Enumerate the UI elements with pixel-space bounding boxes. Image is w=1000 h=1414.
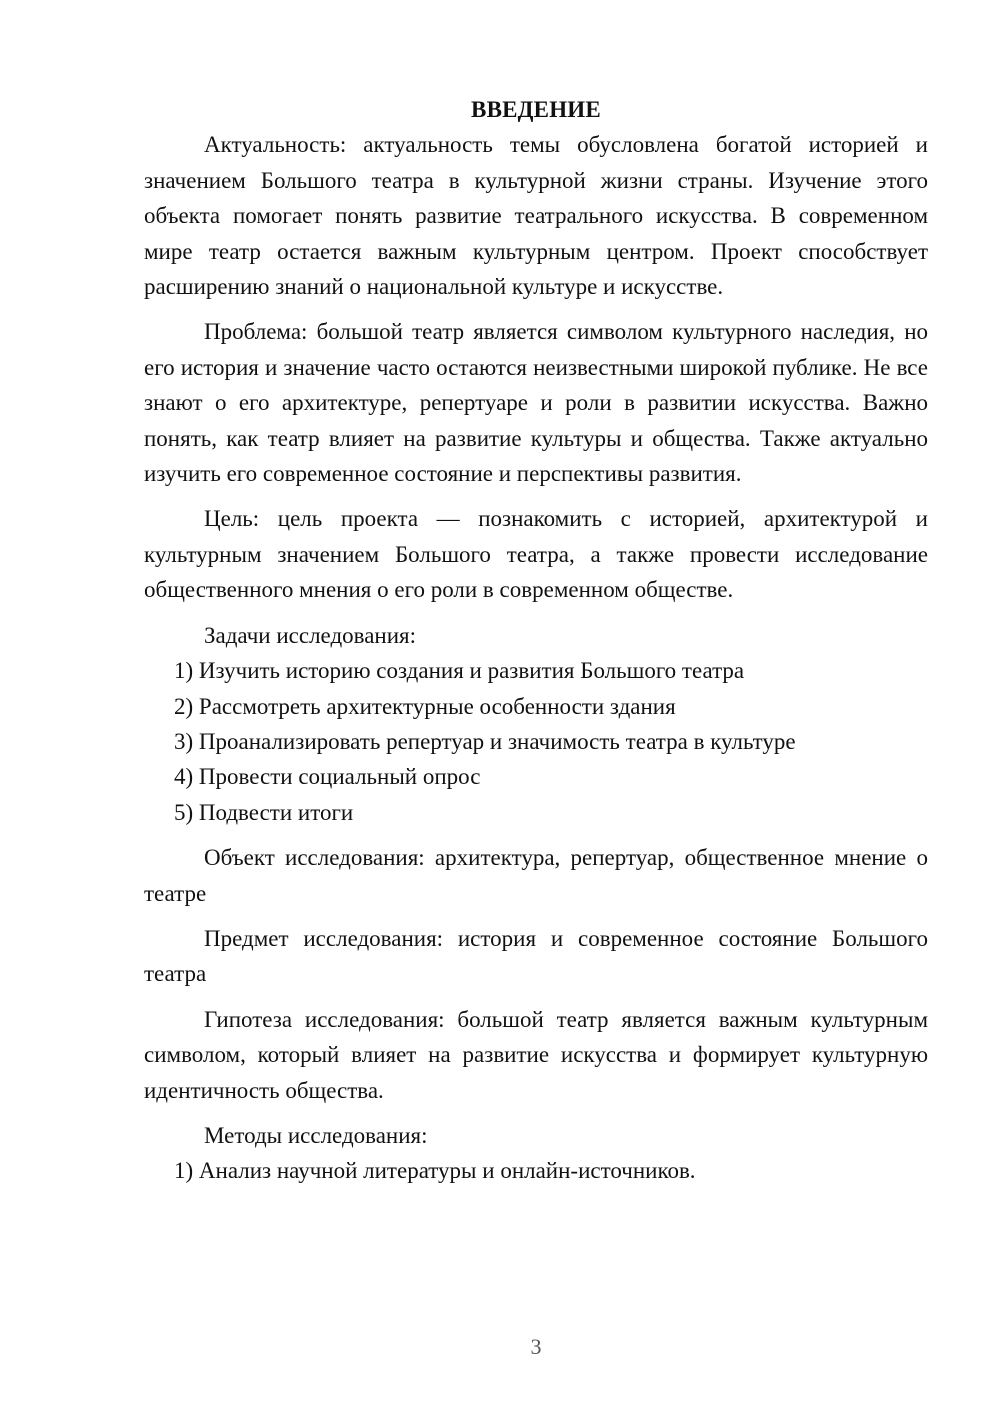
task-item-4: 4) Провести социальный опрос <box>174 764 481 790</box>
paragraph-hypothesis: Гипотеза исследования: большой театр является важным культурным символом, который влияет на развитие искусства и формирует культурную идентичность общества. <box>144 1006 928 1103</box>
paragraph-relevance: Актуальность: актуальность темы обусловлена богатой историей и значением Большого театра в культурной жизни страны. Изучение этого объекта помогает понять развитие театрального искусства. В современном мире театр остается важным культурным центром. Проект способствует расширению знаний о национальной культуре и искусстве. <box>144 132 928 300</box>
paragraph-subject: Предмет исследования: история и современное состояние Большого театра <box>144 925 928 987</box>
tasks-title: Задачи исследования: <box>204 622 417 648</box>
task-item-2: 2) Рассмотреть архитектурные особенности здания <box>174 693 676 719</box>
page-content <box>144 92 928 1189</box>
page-number: 3 <box>530 1334 542 1359</box>
paragraph-problem: Проблема: большой театр является символом культурного наследия, но его история и значение часто остаются неизвестными широкой публике. Не все знают о его архитектуре, репертуаре и роли в развитии искусства. Важно понять, как театр влияет на развитие культуры и общества. Также актуально изучить его современное состояние и перспективы развития. <box>144 319 928 487</box>
task-item-5: 5) Подвести итоги <box>174 799 354 825</box>
section-heading: ВВЕДЕНИЕ <box>471 97 601 122</box>
paragraph-goal: Цель: цель проекта — познакомить с историей, архитектурой и культурным значением Большого театра, а также провести исследование общественного мнения о его роли в современном обществе. <box>144 506 928 603</box>
task-item-1: 1) Изучить историю создания и развития Большого театра <box>174 658 745 684</box>
task-item-3: 3) Проанализировать репертуар и значимость театра в культуре <box>174 728 796 754</box>
methods-title: Методы исследования: <box>204 1122 428 1148</box>
method-item-1: 1) Анализ научной литературы и онлайн-источников. <box>174 1158 696 1184</box>
paragraph-object: Объект исследования: архитектура, репертуар, общественное мнение о театре <box>144 845 928 906</box>
